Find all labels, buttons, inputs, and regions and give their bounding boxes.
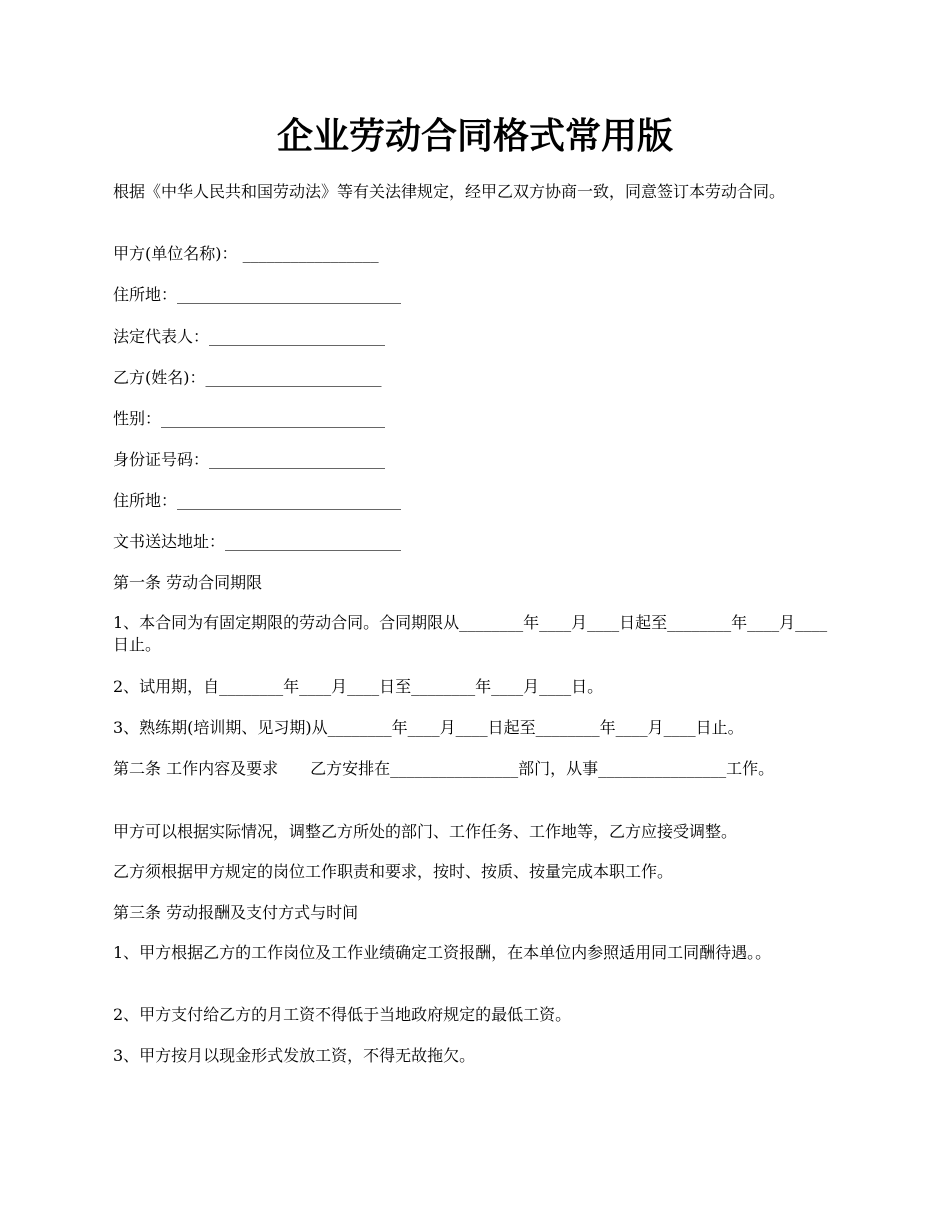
article2-para2: 乙方须根据甲方规定的岗位工作职责和要求，按时、按质、按量完成本职工作。 (113, 862, 674, 881)
party-b-id-field: 身份证号码：______________________ (113, 450, 386, 469)
article1-item2: 2、试用期，自________年____月____日至________年____月____日。 (113, 677, 604, 696)
article2-heading: 第二条 工作内容及要求 乙方安排在________________部门，从事________________工作。 (113, 759, 775, 778)
article2-para1: 甲方可以根据实际情况，调整乙方所处的部门、工作任务、工作地等，乙方应接受调整。 (113, 822, 738, 841)
party-b-address-field: 住所地：____________________________ (113, 491, 402, 510)
intro-paragraph: 根据《中华人民共和国劳动法》等有关法律规定，经甲乙双方协商一致，同意签订本劳动合同。 (113, 182, 786, 201)
party-b-mailing-address-field: 文书送达地址：______________________ (113, 532, 402, 551)
article3-heading: 第三条 劳动报酬及支付方式与时间 (113, 903, 359, 922)
party-a-representative-field: 法定代表人：______________________ (113, 327, 386, 346)
article3-item2: 2、甲方支付给乙方的月工资不得低于当地政府规定的最低工资。 (113, 1005, 572, 1024)
article1-heading: 第一条 劳动合同期限 (113, 573, 263, 592)
document-title: 企业劳动合同格式常用版 (276, 115, 673, 157)
article3-item1: 1、甲方根据乙方的工作岗位及工作业绩确定工资报酬，在本单位内参照适用同工同酬待遇。。 (113, 943, 772, 962)
party-a-address-field: 住所地：____________________________ (113, 285, 402, 304)
party-a-name-field: 甲方(单位名称)： _________________ (113, 244, 379, 263)
article1-item3: 3、熟练期(培训期、见习期)从________年____月____日起至________年____月____日止。 (113, 718, 744, 737)
article3-item3: 3、甲方按月以现金形式发放工资，不得无故拖欠。 (113, 1046, 476, 1065)
article1-item1: 1、本合同为有固定期限的劳动合同。合同期限从________年____月____日起至________年____月____日止。 (113, 613, 828, 654)
party-b-gender-field: 性别：____________________________ (113, 409, 386, 428)
party-b-name-field: 乙方(姓名)：______________________ (113, 368, 382, 387)
